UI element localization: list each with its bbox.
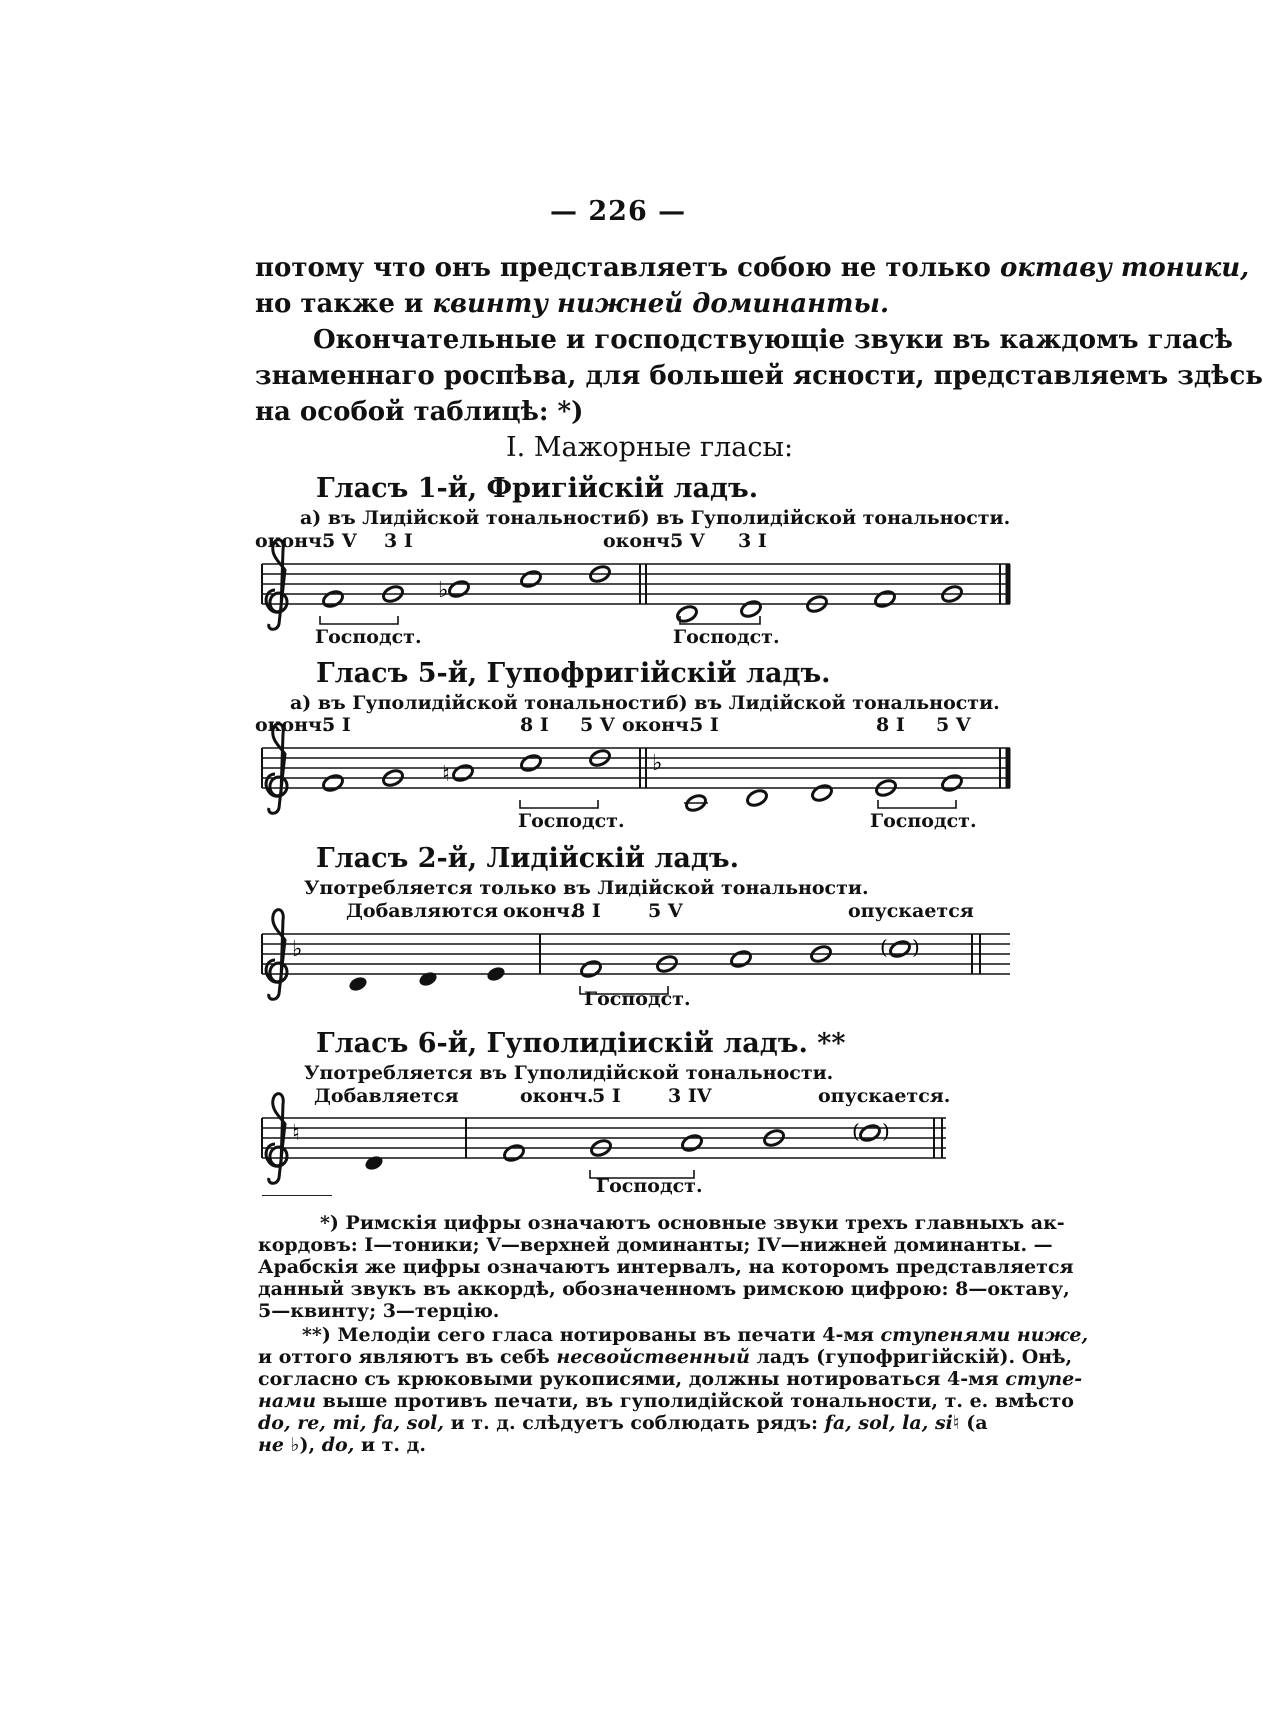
glas5-num-b1: 5 I: [690, 714, 719, 736]
glas2-added: Добавляются: [346, 900, 499, 922]
glas5-num-a3: 5 V: [580, 714, 615, 736]
page-number: — 226 —: [550, 196, 687, 227]
svg-text:): ): [912, 935, 920, 959]
glas1-num-a1: 5 V: [322, 530, 357, 552]
section-title: I. Мажорные гласы:: [506, 432, 794, 463]
glas6-gosp: Господст.: [596, 1175, 703, 1197]
glas2-num1: 8 I: [572, 900, 601, 922]
footnote-2-line-1: [302, 1324, 1088, 1346]
glas6-title: Гласъ 6-й, Гуполидіискій ладъ. **: [316, 1028, 846, 1059]
glas6-note: Употребляется въ Гуполидійской тональности.: [304, 1062, 834, 1084]
glas5-okonch-a: оконч.: [255, 714, 329, 736]
fn-emph: ступенями ниже,: [880, 1324, 1089, 1346]
fn-emph: do, re, mi, fa, sol,: [258, 1412, 444, 1434]
para2-line-3: на особой таблицѣ: *): [255, 397, 584, 427]
svg-text:(: (: [880, 935, 888, 959]
glas6-added: Добавляется: [314, 1085, 459, 1107]
fn-text: выше противъ печати, въ гуполидійской тональности, т. е. вмѣсто: [316, 1390, 1074, 1412]
glas1-sub-a: а) въ Лидійской тональности.: [300, 507, 634, 529]
fn-text: ладъ (гупофригійскій). Онѣ,: [749, 1346, 1073, 1368]
glas2-note: Употребляется только въ Лидійской тональности.: [304, 877, 869, 899]
glas1-num-b2: 3 I: [738, 530, 767, 552]
glas5-num-b3: 5 V: [936, 714, 971, 736]
glas2-title: Гласъ 2-й, Лидійскій ладъ.: [316, 843, 739, 874]
fn-text: **) Мелодіи сего гласа нотированы въ печати 4-мя: [302, 1324, 881, 1346]
glas5-sub-a: а) въ Гуполидійской тональности.: [290, 692, 672, 714]
footnote-2-line-2: [258, 1346, 1072, 1368]
flat-icon: ♭: [652, 751, 663, 776]
fn-text: согласно съ крюковыми рукописями, должны нотироваться 4-мя: [258, 1368, 1006, 1390]
glas1-num-b1: 5 V: [670, 530, 705, 552]
footnote-1-line-3: Арабскія же цифры означаютъ интервалъ, на которомъ представляется: [258, 1256, 1074, 1278]
intro-text: потому что онъ представляетъ собою не только: [255, 253, 1000, 283]
staff-glas2: [262, 910, 1010, 1000]
staff-glas5: [262, 724, 1010, 814]
staff-glas1: [262, 540, 1010, 630]
glas5-gosp-a: Господст.: [518, 810, 625, 832]
glas6-num1: 5 I: [592, 1085, 621, 1107]
glas1-num-a2: 3 I: [384, 530, 413, 552]
glas1-title: Гласъ 1-й, Фригійскій ладъ.: [316, 473, 759, 504]
natural-icon: ♮: [442, 762, 450, 787]
fn-emph: fa, sol, la, si: [824, 1412, 953, 1434]
fn-emph: несвойственный: [556, 1346, 750, 1368]
glas1-okonch-a: оконч.: [255, 530, 329, 552]
glas1-okonch-b: оконч.: [603, 530, 677, 552]
glas1-gosp-a: Господст.: [315, 626, 422, 648]
glas5-gosp-b: Господст.: [870, 810, 977, 832]
fn-text: и т. д.: [354, 1434, 426, 1456]
glas1-gosp-b: Господст.: [673, 626, 780, 648]
glas5-num-a1: 5 I: [322, 714, 351, 736]
staff-glas6: [262, 1094, 946, 1184]
natural-icon: ♮: [292, 1121, 300, 1146]
glas2-omitted: опускается: [848, 900, 974, 922]
footnote-1-line-4: данный звукъ въ аккордѣ, обозначенномъ римскою цифрою: 8—октаву,: [258, 1278, 1070, 1300]
glas2-num2: 5 V: [648, 900, 683, 922]
fn-text: и т. д. слѣдуетъ соблюдать рядъ:: [443, 1412, 825, 1434]
glas5-num-b2: 8 I: [876, 714, 905, 736]
fn-text: ♮ (а: [952, 1412, 988, 1434]
fn-emph: нами: [258, 1390, 317, 1412]
fn-emph: не: [258, 1434, 284, 1456]
intro-text: но также и: [255, 289, 433, 319]
svg-text:(: (: [852, 1119, 860, 1143]
flat-icon: ♭: [292, 937, 303, 962]
footnote-2-line-5: [258, 1412, 988, 1434]
footnote-divider: [262, 1195, 332, 1196]
intro-emph: квинту нижней доминанты.: [432, 289, 890, 319]
flat-icon: ♭: [438, 578, 449, 603]
footnote-1-line-1: *) Римскія цифры означаютъ основные звуки трехъ главныхъ ак-: [320, 1212, 1065, 1234]
glas5-num-a2: 8 I: [520, 714, 549, 736]
fn-emph: do,: [321, 1434, 355, 1456]
fn-text: ♭),: [283, 1434, 322, 1456]
glas5-okonch-b: оконч.: [622, 714, 696, 736]
glas6-num2: 3 IV: [668, 1085, 712, 1107]
footnote-2-line-3: [258, 1368, 1082, 1390]
glas5-title: Гласъ 5-й, Гупофригійскій ладъ.: [316, 658, 831, 689]
footnote-2-line-6: [258, 1434, 426, 1456]
glas6-omitted: опускается.: [818, 1085, 951, 1107]
glas5-sub-b: б) въ Лидійской тональности.: [666, 692, 1000, 714]
footnote-1-line-2: кордовъ: I—тоники; V—верхней доминанты; IV—нижней доминанты. —: [258, 1234, 1053, 1256]
glas2-gosp: Господст.: [584, 988, 691, 1010]
para2-line-1: Окончательные и господствующіе звуки въ каждомъ гласѣ: [313, 325, 1233, 355]
intro-emph: октаву тоники,: [999, 253, 1250, 283]
footnote-1-line-5: 5—квинту; 3—терцію.: [258, 1300, 500, 1322]
glas2-okonch: оконч.: [503, 900, 577, 922]
glas6-okonch: оконч.: [520, 1085, 594, 1107]
footnote-2-line-4: [258, 1390, 1074, 1412]
fn-emph: ступе-: [1005, 1368, 1083, 1390]
para2-line-2: знаменнаго роспѣва, для большей ясности, представляемъ здѣсь: [255, 361, 1263, 391]
fn-text: и оттого являютъ въ себѣ: [258, 1346, 557, 1368]
svg-text:): ): [882, 1119, 890, 1143]
glas1-sub-b: б) въ Гуполидійской тональности.: [628, 507, 1011, 529]
